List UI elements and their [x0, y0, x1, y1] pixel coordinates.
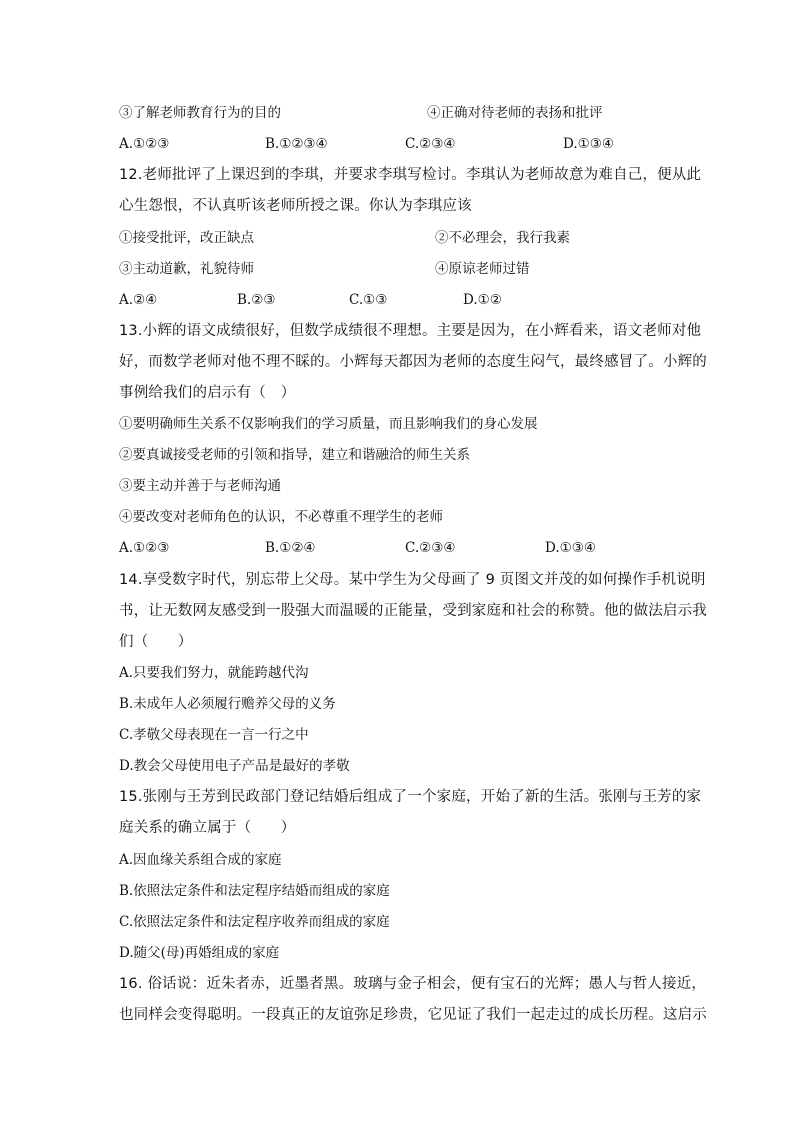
q13-stem-line-2: 好，而数学老师对他不理不睬的。小辉每天都因为老师的态度生闷气，最终感冒了。小辉的 [119, 354, 707, 370]
q13-statement-2: ②要真诚接受老师的引领和指导，建立和谐融洽的师生关系 [119, 447, 470, 463]
q12-stem-line-2: 心生怨恨，不认真听该老师所授之课。你认为李琪应该 [119, 198, 472, 214]
q14-stem-line-3: 们（ ） [119, 634, 193, 650]
q14-option-c: C.孝敬父母表现在一言一行之中 [119, 727, 309, 743]
q16-stem-line-2: 也同样会变得聪明。一段真正的友谊弥足珍贵，它见证了我们一起走过的成长历程。这启示 [119, 1007, 707, 1023]
q14-stem-line-1: 14.享受数字时代，别忘带上父母。某中学生为父母画了 9 页图文并茂的如何操作手机说明 [119, 572, 706, 588]
q11-statement-4: ④正确对待老师的表扬和批评 [427, 105, 603, 121]
q13-statement-4: ④要改变对老师角色的认识，不必尊重不理学生的老师 [119, 509, 443, 525]
q13-statement-3: ③要主动并善于与老师沟通 [119, 478, 281, 494]
q14-option-b: B.未成年人必须履行赡养父母的义务 [119, 696, 336, 712]
q12-statement-3: ③主动道歉，礼貌待师 [119, 261, 254, 277]
q11-choice-c: C.②③④ [405, 136, 456, 152]
q12-statement-2: ②不必理会，我行我素 [435, 230, 570, 246]
q12-choice-d: D.①② [463, 292, 502, 308]
q11-choice-d: D.①③④ [563, 136, 614, 152]
q15-option-b: B.依照法定条件和法定程序结婚而组成的家庭 [119, 883, 390, 899]
q12-stem-line-1: 12.老师批评了上课迟到的李琪，并要求李琪写检讨。李琪认为老师故意为难自己，便从此 [119, 167, 702, 183]
q11-choice-b: B.①②③④ [265, 136, 328, 152]
q13-stem-line-1: 13.小辉的语文成绩很好，但数学成绩很不理想。主要是因为，在小辉看来，语文老师对他 [119, 323, 702, 339]
q11-statement-3: ③了解老师教育行为的目的 [119, 105, 281, 121]
q12-statement-4: ④原谅老师过错 [435, 261, 530, 277]
q15-option-c: C.依照法定条件和法定程序收养而组成的家庭 [119, 914, 390, 930]
q12-statement-1: ①接受批评，改正缺点 [119, 230, 254, 246]
q15-option-d: D.随父(母)再婚组成的家庭 [119, 945, 280, 961]
q12-choice-b: B.②③ [237, 292, 276, 308]
q13-choice-a: A.①②③ [119, 540, 170, 556]
q12-choice-a: A.②④ [119, 292, 158, 308]
q13-statement-1: ①要明确师生关系不仅影响我们的学习质量，而且影响我们的身心发展 [119, 416, 538, 432]
q15-stem-line-2: 庭关系的确立属于（ ） [119, 820, 296, 836]
q16-stem-line-1: 16. 俗话说：近朱者赤，近墨者黑。玻璃与金子相会，便有宝石的光辉；愚人与哲人接近， [119, 976, 707, 992]
q13-stem-line-3: 事例给我们的启示有（ ） [119, 385, 296, 401]
q14-stem-line-2: 书，让无数网友感受到一股强大而温暖的正能量，受到家庭和社会的称赞。他的做法启示我 [119, 603, 707, 619]
q15-stem-line-1: 15.张刚与王芳到民政部门登记结婚后组成了一个家庭，开始了新的生活。张刚与王芳的家 [119, 789, 702, 805]
q15-option-a: A.因血缘关系组合成的家庭 [119, 852, 282, 868]
q11-choice-a: A.①②③ [119, 136, 170, 152]
q14-option-d: D.教会父母使用电子产品是最好的孝敬 [119, 758, 350, 774]
q14-option-a: A.只要我们努力，就能跨越代沟 [119, 665, 309, 681]
q13-choice-c: C.②③④ [405, 540, 456, 556]
q13-choice-b: B.①②④ [265, 540, 316, 556]
q12-choice-c: C.①③ [349, 292, 388, 308]
q13-choice-d: D.①③④ [545, 540, 596, 556]
